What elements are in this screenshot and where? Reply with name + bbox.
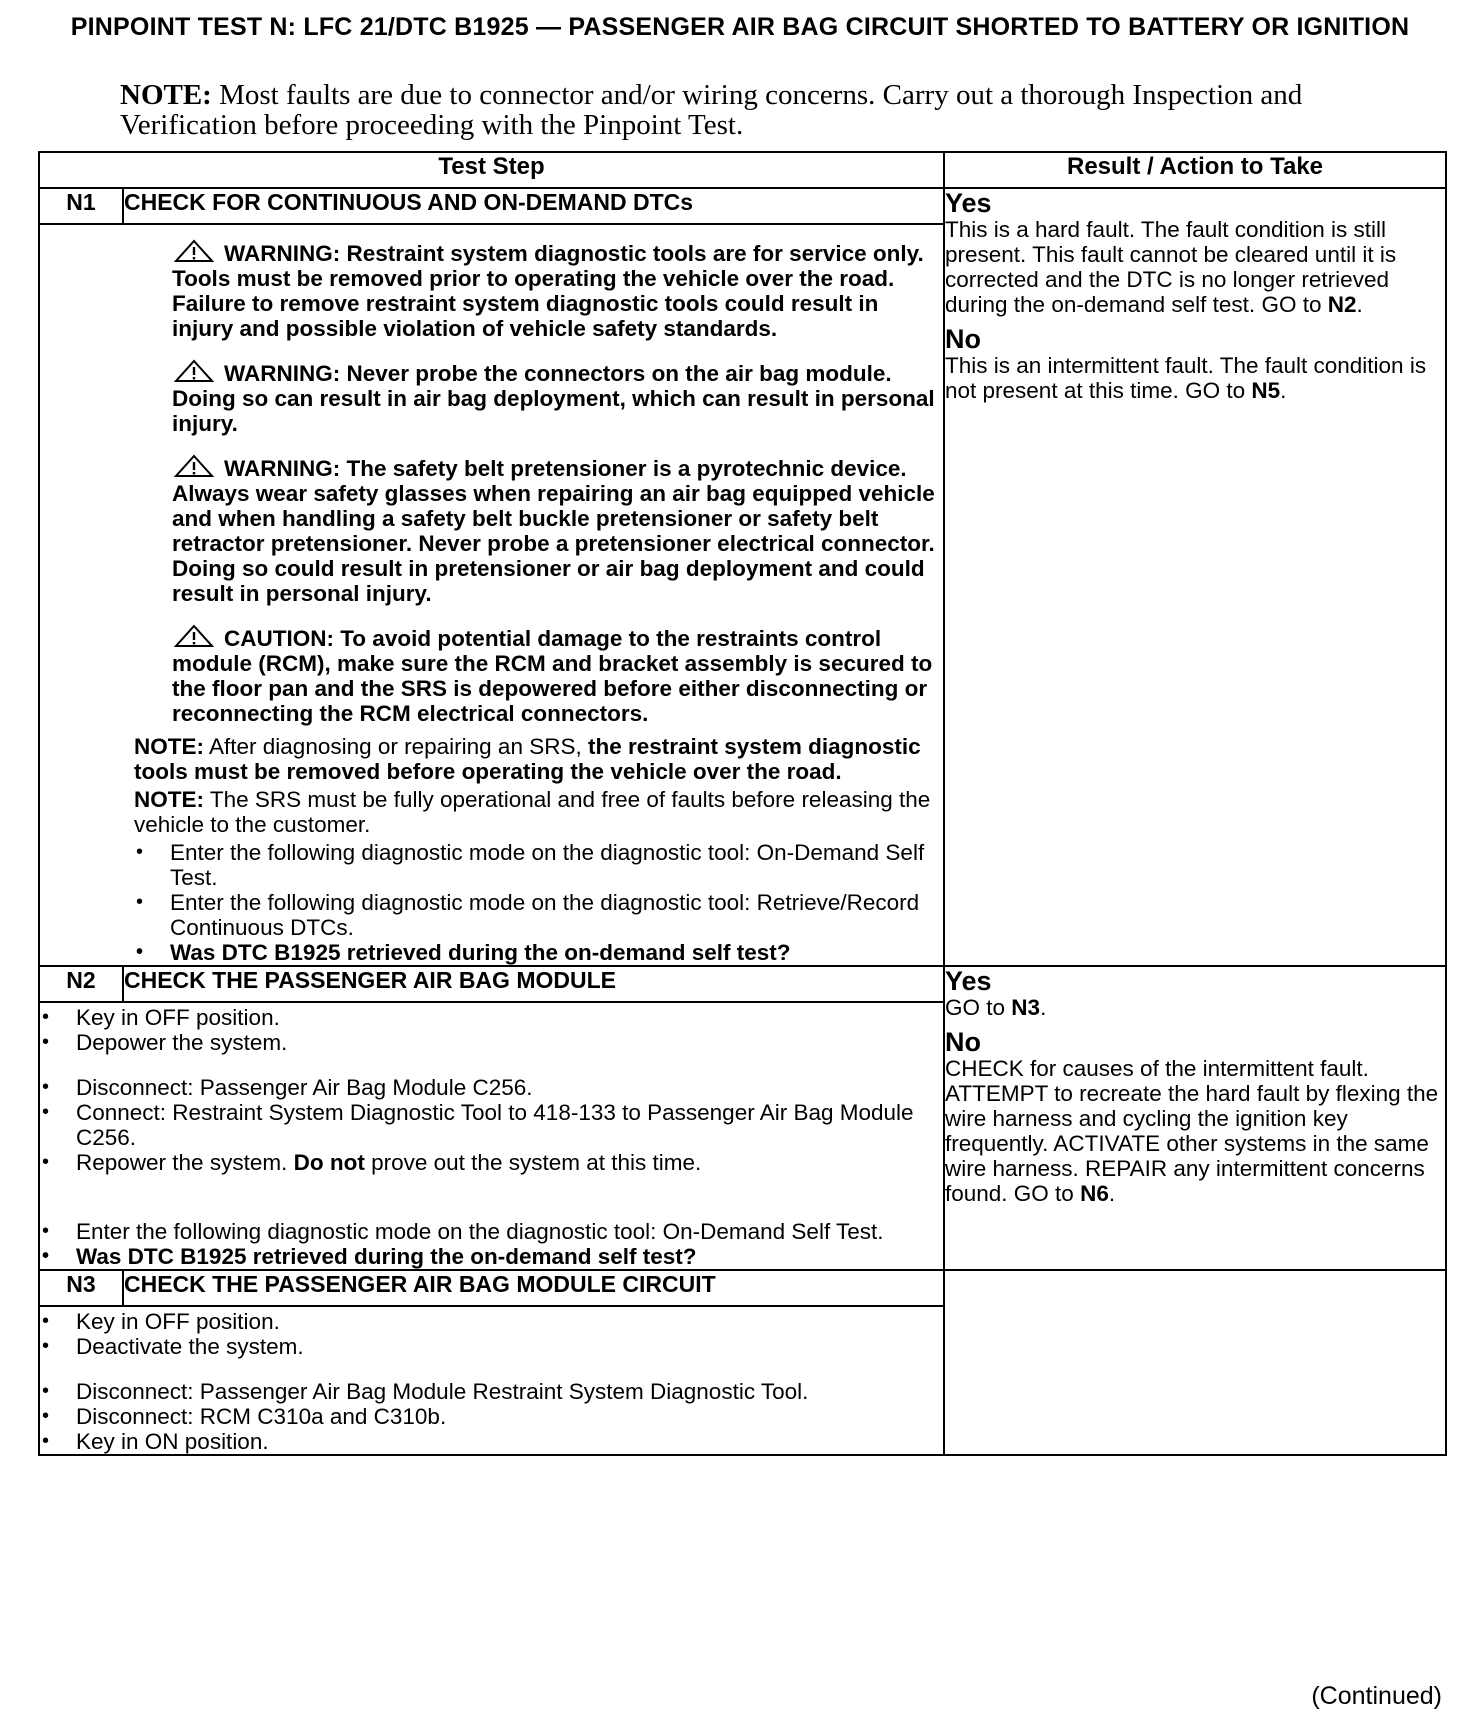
column-header-result: Result / Action to Take <box>944 152 1446 188</box>
step-id-n2: N2 <box>39 966 123 1002</box>
pinpoint-test-table <box>38 151 1447 1456</box>
list-item: • Depower the system. <box>40 1030 943 1055</box>
warning-triangle-icon <box>172 239 224 263</box>
step-n1-header-row <box>39 188 1446 224</box>
list-item: • Repower the system. Do not prove out the system at this time. <box>40 1150 943 1175</box>
step-list-n3 <box>40 1309 943 1454</box>
step-body-n3 <box>39 1306 944 1455</box>
list-item: • Was DTC B1925 retrieved during the on-demand self test? <box>134 940 943 965</box>
warning-triangle-icon <box>172 454 224 478</box>
caution-block: CAUTION: To avoid potential damage to the restraints control module (RCM), make sure the RCM and bracket assembly is secured to the floor pan and the SRS is depowered before either disconnecting or reconnecting the RCM electrical connectors. <box>172 626 933 726</box>
step-n1-result <box>944 188 1446 966</box>
result-yes-text: This is a hard fault. The fault condition is still present. This fault cannot be cleared until it is corrected and the DTC is no longer retrieved during the on-demand self test. GO to N2. <box>945 217 1397 317</box>
step-n3-result <box>944 1270 1446 1455</box>
list-item: • Key in OFF position. <box>40 1005 943 1030</box>
list-item: • Key in OFF position. <box>40 1309 943 1334</box>
step-n3-header-row <box>39 1270 1446 1306</box>
list-item: • Disconnect: RCM C310a and C310b. <box>40 1404 943 1429</box>
list-item: • Enter the following diagnostic mode on the diagnostic tool: On-Demand Self Test. <box>40 1219 943 1244</box>
warning-block: WARNING: Restraint system diagnostic tools are for service only. Tools must be removed prior to operating the vehicle over the road. Failure to remove restraint system diagnostic tools could result in injury and possible violation of vehicle safety standards. <box>172 241 924 341</box>
step-list-n2 <box>40 1005 943 1269</box>
list-item: • Connect: Restraint System Diagnostic Tool to 418-133 to Passenger Air Bag Module C256. <box>40 1100 943 1150</box>
list-item: • Enter the following diagnostic mode on the diagnostic tool: Retrieve/Record Continuous DTCs. <box>134 890 943 940</box>
result-no-label: No <box>945 1027 981 1057</box>
intro-note-label: NOTE: <box>120 79 212 111</box>
warning-triangle-icon <box>172 624 224 648</box>
intro-note-text: Most faults are due to connector and/or wiring concerns. Carry out a thorough Inspection and Verification before proceeding with the Pinpoint Test. <box>120 79 1303 141</box>
warning-block: WARNING: The safety belt pretensioner is a pyrotechnic device. Always wear safety glasses when repairing an air bag equipped vehicle and when handling a safety belt buckle pretensioner or safety belt retractor pretensioner. Never probe a pretensioner electrical connector. Doing so could result in pretensioner or air bag deployment and could result in personal injury. <box>172 456 935 606</box>
warning-block: WARNING: Never probe the connectors on the air bag module. Doing so can result in air bag deployment, which can result in personal injury. <box>172 361 935 436</box>
intro-note <box>120 80 1320 140</box>
list-item: • Deactivate the system. <box>40 1334 943 1359</box>
step-list-n1 <box>134 840 943 965</box>
step-body-n1 <box>39 224 944 966</box>
warning-triangle-icon <box>172 359 224 383</box>
result-no-label: No <box>945 324 981 354</box>
list-item: • Key in ON position. <box>40 1429 943 1454</box>
step-title-n2: CHECK THE PASSENGER AIR BAG MODULE <box>123 966 944 1002</box>
page-title: PINPOINT TEST N: LFC 21/DTC B1925 — PASSENGER AIR BAG CIRCUIT SHORTED TO BATTERY OR IGNITION <box>70 13 1410 41</box>
step-body-n2 <box>39 1002 944 1270</box>
table-header-row <box>39 152 1446 188</box>
continued-label: (Continued) <box>1311 1682 1442 1710</box>
step-n2-result <box>944 966 1446 1270</box>
step-n2-header-row <box>39 966 1446 1002</box>
list-item: • Disconnect: Passenger Air Bag Module Restraint System Diagnostic Tool. <box>40 1379 943 1404</box>
list-item: • Enter the following diagnostic mode on the diagnostic tool: On-Demand Self Test. <box>134 840 943 890</box>
result-yes-text: GO to N3. <box>945 995 1047 1020</box>
step-title-n3: CHECK THE PASSENGER AIR BAG MODULE CIRCUIT <box>123 1270 944 1306</box>
result-no-text: CHECK for causes of the intermittent fault. ATTEMPT to recreate the hard fault by flexing the wire harness and cycling the ignition key frequently. ACTIVATE other systems in the same wire harness. REPAIR any intermittent concerns found. GO to N6. <box>945 1056 1439 1206</box>
result-no-text: This is an intermittent fault. The fault condition is not present at this time. GO to N5. <box>945 353 1427 403</box>
result-yes-label: Yes <box>945 188 992 218</box>
step-title-n1: CHECK FOR CONTINUOUS AND ON-DEMAND DTCs <box>123 188 944 224</box>
note-remove-tools: NOTE: After diagnosing or repairing an SRS, the restraint system diagnostic tools must be removed before operating the vehicle over the road. <box>134 734 921 784</box>
step-id-n1: N1 <box>39 188 123 224</box>
result-yes-label: Yes <box>945 966 992 996</box>
column-header-test-step: Test Step <box>39 152 944 188</box>
note-srs-operational: NOTE: The SRS must be fully operational and free of faults before releasing the vehicle to the customer. <box>134 787 931 837</box>
list-item: • Was DTC B1925 retrieved during the on-demand self test? <box>40 1244 943 1269</box>
step-id-n3: N3 <box>39 1270 123 1306</box>
list-item: • Disconnect: Passenger Air Bag Module C256. <box>40 1075 943 1100</box>
